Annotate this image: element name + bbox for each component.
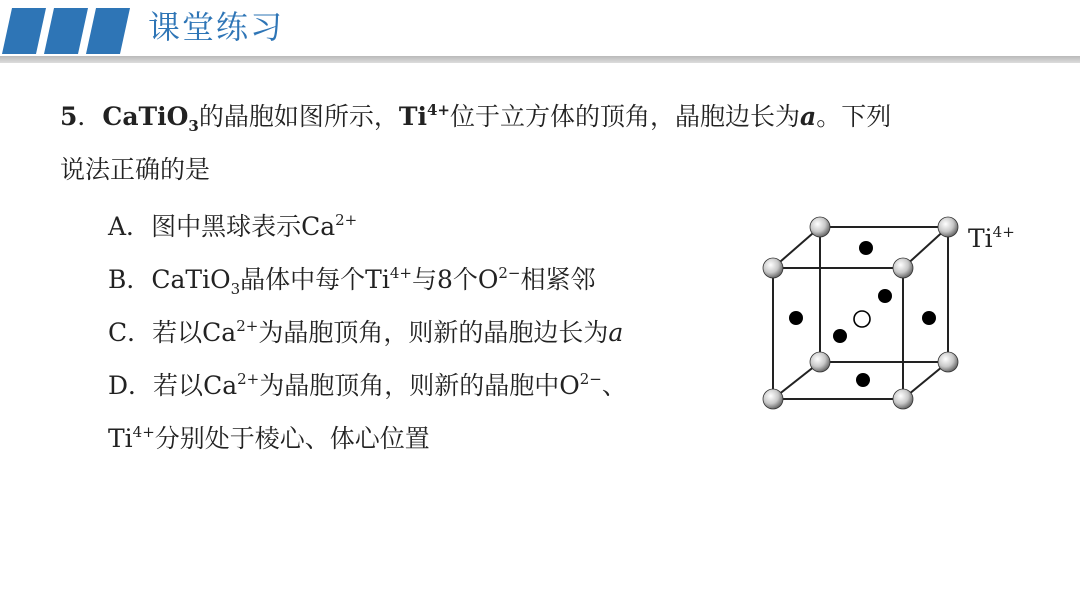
- header-divider: [0, 56, 1080, 63]
- formula-catio3: CaTiO$_3$: [151, 265, 241, 298]
- slide-title: 课堂练习: [148, 8, 285, 46]
- question-stem-line-1: [60, 100, 891, 134]
- question-number-separator: ．: [77, 102, 103, 131]
- formula-catio3: CaTiO$_3$: [102, 102, 199, 135]
- edge-length-variable: a: [800, 102, 817, 131]
- ion-ti: $Ti^{4+}$: [365, 264, 412, 294]
- ion-ca: $Ca^{2+}$: [301, 211, 358, 241]
- option-a-label: A．: [108, 212, 152, 241]
- figure-corner-ion-label: $Ti^{4+}$: [968, 223, 1015, 253]
- option-a[interactable]: A．图中黑球表示$Ca^{2+}$: [108, 211, 358, 241]
- stem-text-1: 的晶胞如图所示，: [198, 102, 399, 131]
- ion-o: $O^{2-}$: [559, 370, 602, 400]
- ion-ca: $Ca^{2+}$: [202, 317, 259, 347]
- ion-ca: $Ca^{2+}$: [203, 370, 260, 400]
- ion-o: $O^{2-}$: [477, 264, 521, 294]
- option-d-label: D．: [108, 371, 154, 400]
- crystal-cell-figure: [755, 205, 965, 415]
- question-number: 5: [60, 102, 78, 131]
- option-b[interactable]: B．CaTiO$_3$晶体中每个$Ti^{4+}$与8个$O^{2-}$相紧邻: [108, 264, 596, 298]
- option-c-label: C．: [108, 318, 153, 347]
- stem-text-2: 位于立方体的顶角，晶胞边长为: [449, 102, 800, 131]
- option-b-label: B．: [108, 265, 152, 294]
- stem-text-3: 。下列: [816, 102, 892, 131]
- ion-ti: $Ti^{4+}$: [108, 423, 155, 453]
- option-d[interactable]: D．若以$Ca^{2+}$为晶胞顶角，则新的晶胞中$O^{2-}$、: [108, 370, 627, 400]
- header-stripes-decoration: [0, 8, 140, 54]
- edge-length-variable: a: [608, 318, 624, 347]
- option-d-continuation: $Ti^{4+}$分别处于棱心、体心位置: [108, 423, 430, 453]
- slide-header: [0, 0, 1080, 64]
- ion-ti: $Ti^{4+}$: [398, 101, 450, 131]
- option-c[interactable]: C．若以$Ca^{2+}$为晶胞顶角，则新的晶胞边长为a: [108, 317, 624, 347]
- body-center-white-ball: [854, 311, 870, 327]
- question-stem-line-2: 说法正确的是: [60, 155, 211, 184]
